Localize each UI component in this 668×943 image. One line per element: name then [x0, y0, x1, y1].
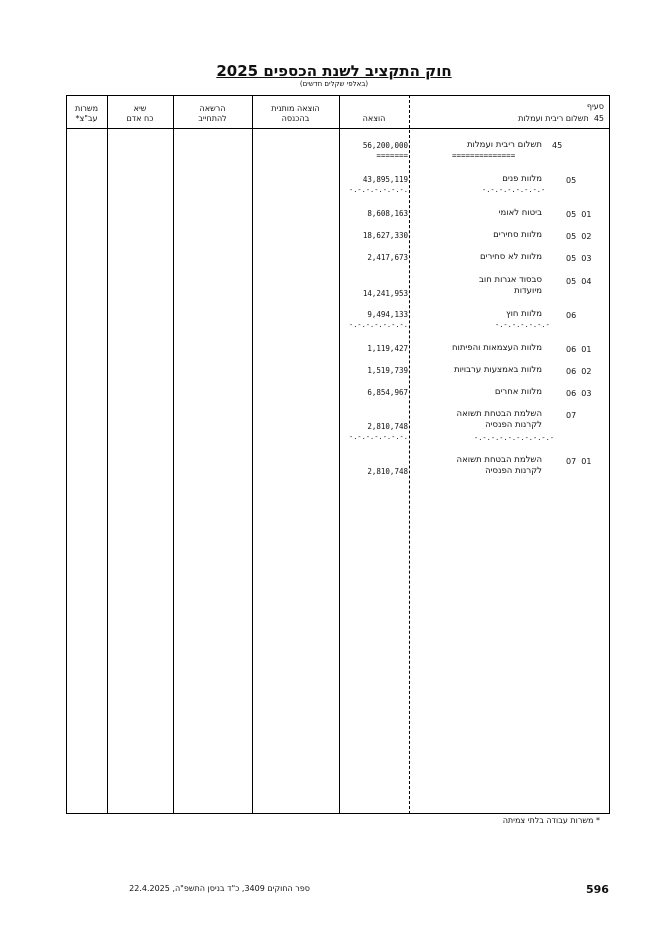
row-label: מלוות באמצעות ערבויות [453, 365, 542, 375]
page-number: 596 [586, 883, 609, 896]
row-label: מלוות העצמאות והפיתוח [451, 343, 542, 353]
row-label: ביטוח לאומי [498, 208, 542, 218]
row-code: 06 03 [566, 389, 592, 398]
header-divider [66, 128, 610, 129]
row-label-underline: ============== [452, 151, 516, 160]
row-label: השלמת הבטחת תשואה לקרנות הפנסיה [456, 455, 542, 476]
row-label-underline: -.-.-.-.-.-.-.-.-.- [474, 434, 555, 442]
row-value: 43,895,119 [362, 175, 408, 184]
row-value: 56,200,000 [362, 141, 408, 150]
row-code: 07 01 [566, 457, 592, 466]
row-code: 05 04 [566, 277, 592, 286]
row-label: מלוות אחרים [494, 387, 542, 397]
row-value: 2,810,748 [367, 422, 408, 431]
header-seif-line: 45 תשלום ריבית ועמלות [518, 114, 604, 123]
row-label: מלוות לא סחירים [479, 252, 542, 262]
row-label: סבסוד אגרות חוב מיועדות [479, 275, 542, 296]
row-code: 06 01 [566, 345, 592, 354]
row-label-underline: -.-.-.-.-.-.-.- [482, 186, 546, 194]
column-divider-dashed [409, 95, 410, 814]
page-title: חוק התקציב לשנת הכספים 2025 [216, 62, 452, 80]
row-value: 1,119,427 [367, 344, 408, 353]
row-label: תשלום ריבית ועמלות [466, 140, 542, 150]
row-label-underline: -.-.-.-.-.-.- [495, 321, 550, 329]
row-value: 9,494,133 [367, 310, 408, 319]
row-value: 6,854,967 [367, 388, 408, 397]
row-value: 8,608,163 [367, 209, 408, 218]
header-harshaa: הרשאה להתחייב [198, 104, 227, 123]
column-divider [252, 95, 253, 814]
row-value-underline: ======= [376, 151, 408, 160]
row-value-underline: -.-.-.-.-.-.-. [348, 433, 408, 441]
row-code: 05 01 [566, 210, 592, 219]
row-value-underline: -.-.-.-.-.-.-. [348, 186, 408, 194]
row-code: 05 [566, 176, 577, 185]
row-value: 1,519,739 [367, 366, 408, 375]
column-divider [339, 95, 340, 814]
header-hotzaa: הוצאה [362, 114, 386, 123]
row-value-underline: -.-.-.-.-.-.-. [348, 321, 408, 329]
header-shia: שיא כח אדם [126, 104, 154, 123]
row-label: השלמת הבטחת תשואה לקרנות הפנסיה [456, 409, 542, 430]
footnote: * משרות עבודה בלתי צמיתה [502, 816, 600, 825]
header-misrot: משרות עב"צ* [74, 104, 99, 123]
row-label: מלוות חוץ [506, 309, 542, 319]
row-label: מלוות סחירים [493, 230, 542, 240]
row-code: 06 02 [566, 367, 592, 376]
header-seif: סעיף [586, 102, 604, 111]
row-code: 05 03 [566, 254, 592, 263]
page-subtitle: (באלפי שקלים חדשים) [299, 80, 369, 88]
row-code: 45 [552, 141, 563, 150]
row-label: מלוות פנים [502, 174, 542, 184]
row-code: 06 [566, 311, 577, 320]
column-divider [173, 95, 174, 814]
row-value: 14,241,953 [362, 289, 408, 298]
row-value: 2,417,673 [367, 253, 408, 262]
footer-book-reference: ספר החוקים 3409, כ"ד בניסן התשפ"ה, 22.4.2025 [129, 884, 310, 893]
row-code: 07 [566, 411, 577, 420]
row-code: 05 02 [566, 232, 592, 241]
row-value: 18,627,330 [362, 231, 408, 240]
row-value: 2,810,748 [367, 467, 408, 476]
column-divider [107, 95, 108, 814]
header-hotzaa-motnet: הוצאה מותנית בהכנסה [271, 104, 320, 123]
